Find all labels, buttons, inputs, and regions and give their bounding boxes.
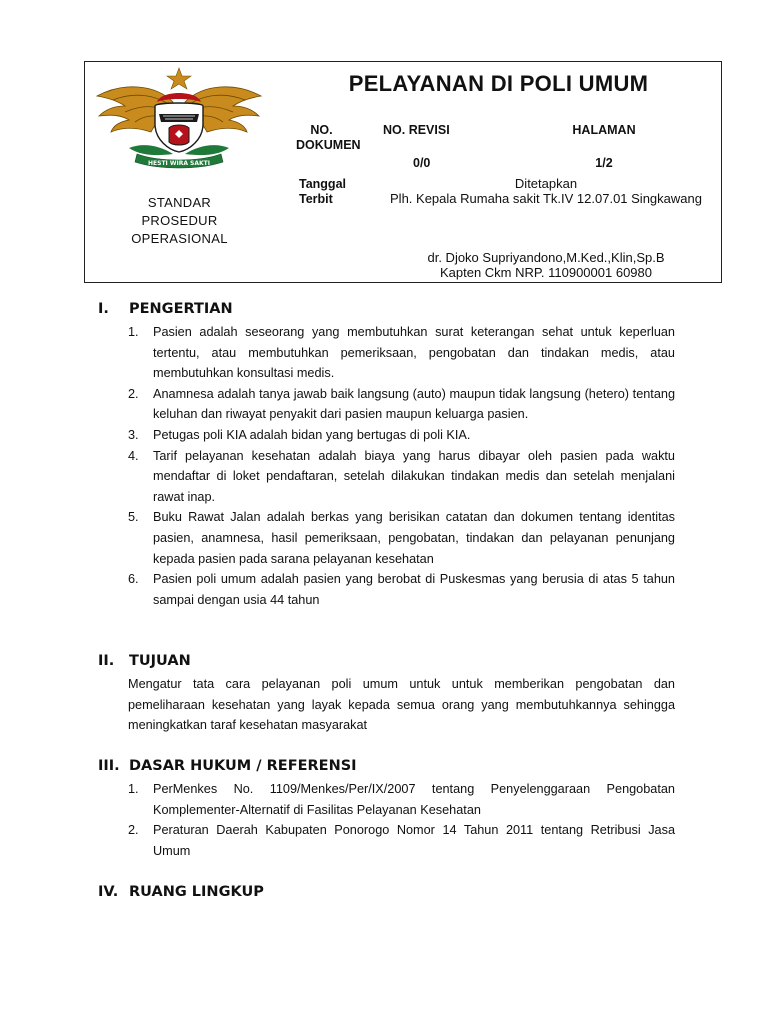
nama-pejabat: dr. Djoko Supriyandono,M.Ked.,Klin,Sp.B [427, 250, 665, 265]
halaman-label: HALAMAN [572, 123, 636, 137]
title-cell [274, 62, 723, 106]
halaman-cell [485, 106, 723, 174]
tanggal-terbit-cell [274, 174, 369, 284]
pengertian-list [128, 322, 675, 610]
penetapan-cell [369, 174, 723, 284]
no-dokumen-label-1: NO. [310, 123, 333, 137]
no-revisi-value: 0/0 [413, 156, 431, 170]
list-item: 6. Pasien poli umum adalah pasien yang berobat di Puskesmas yang berusia di atas 5 tahun sampai dengan usia 44 tahun [128, 572, 675, 607]
list-item: 2. Peraturan Daerah Kabupaten Ponorogo Nomor 14 Tahun 2011 tentang Retribusi Jasa Umum [128, 823, 675, 858]
document-header-table [84, 61, 722, 283]
list-item: 4. Tarif pelayanan kesehatan adalah biaya yang harus dibayar oleh pasien pada waktu mendaftar di loket pendaftaran, setelah dilakukan tindakan medis dan setelah menjalani rawat inap. [128, 448, 675, 504]
tujuan-paragraph: Mengatur tata cara pelayanan poli umum untuk untuk memberikan pengobatan dan pemeliharaan kesehatan yang layak kepada semua orang yang membutuhkannya sehingga meningkatkan taraf kesehatan masyarakat [128, 677, 675, 733]
section-heading-dasar-hukum: III. DASAR HUKUM / REFERENSI [98, 758, 357, 774]
list-item: 5. Buku Rawat Jalan adalah berkas yang berisikan catatan dan dokumen tentang identitas pasien, anamnesa, hasil pemeriksaan, pengobatan, tindakan dan pelayanan penunjang kepada pasien pada sarana pelayanan kesehatan [128, 510, 675, 566]
no-revisi-label: NO. REVISI [383, 123, 450, 137]
list-item: 2. Anamnesa adalah tanya jawab baik langsung (auto) maupun tidak langsung (hetero) tentang keluhan dan riwayat penyakit dari pasien maupun keluarga pasien. [128, 386, 675, 422]
logo-cell [85, 62, 274, 174]
section-heading-pengertian: I. PENGERTIAN [98, 301, 233, 317]
sop-line-3: OPERASIONAL [131, 231, 228, 246]
list-item: 1. PerMenkes No. 1109/Menkes/Per/IX/2007 tentang Penyelenggaraan Pengobatan Komplementer-Alternatif di Fasilitas Pelayanan Kesehatan [128, 782, 675, 817]
no-dokumen-label-2: DOKUMEN [296, 138, 361, 152]
section-heading-tujuan: II. TUJUAN [98, 653, 191, 669]
sop-cell [85, 174, 274, 284]
no-dokumen-cell [274, 106, 369, 174]
pejabat-text: Plh. Kepala Rumaha sakit Tk.IV 12.07.01 Singkawang [390, 191, 702, 206]
list-item: 1. Pasien adalah seseorang yang membutuhkan surat keterangan sehat untuk keperluan tertentu, atau membutuhkan pemeriksaan, pengobatan dan tindakan medis, atau membutuhkan konsultasi medis. [128, 325, 675, 381]
dasar-hukum-list [128, 779, 675, 861]
hesti-wira-sakti-logo [85, 62, 274, 174]
halaman-value: 1/2 [595, 156, 613, 170]
no-revisi-cell [369, 106, 485, 174]
document-title: PELAYANAN DI POLI UMUM [348, 71, 649, 96]
section-heading-ruang-lingkup: IV. RUANG LINGKUP [98, 884, 264, 900]
list-item: 3. Petugas poli KIA adalah bidan yang bertugas di poli KIA. [128, 427, 471, 442]
sop-line-2: PROSEDUR [141, 213, 218, 228]
ditetapkan-text: Ditetapkan [514, 176, 578, 191]
sop-line-1: STANDAR [147, 195, 212, 210]
tanggal-label: Tanggal [299, 177, 346, 191]
logo-text: HESTI WIRA SAKTI [148, 160, 210, 167]
terbit-label: Terbit [299, 192, 333, 206]
nrp-pejabat: Kapten Ckm NRP. 110900001 60980 [439, 265, 652, 280]
